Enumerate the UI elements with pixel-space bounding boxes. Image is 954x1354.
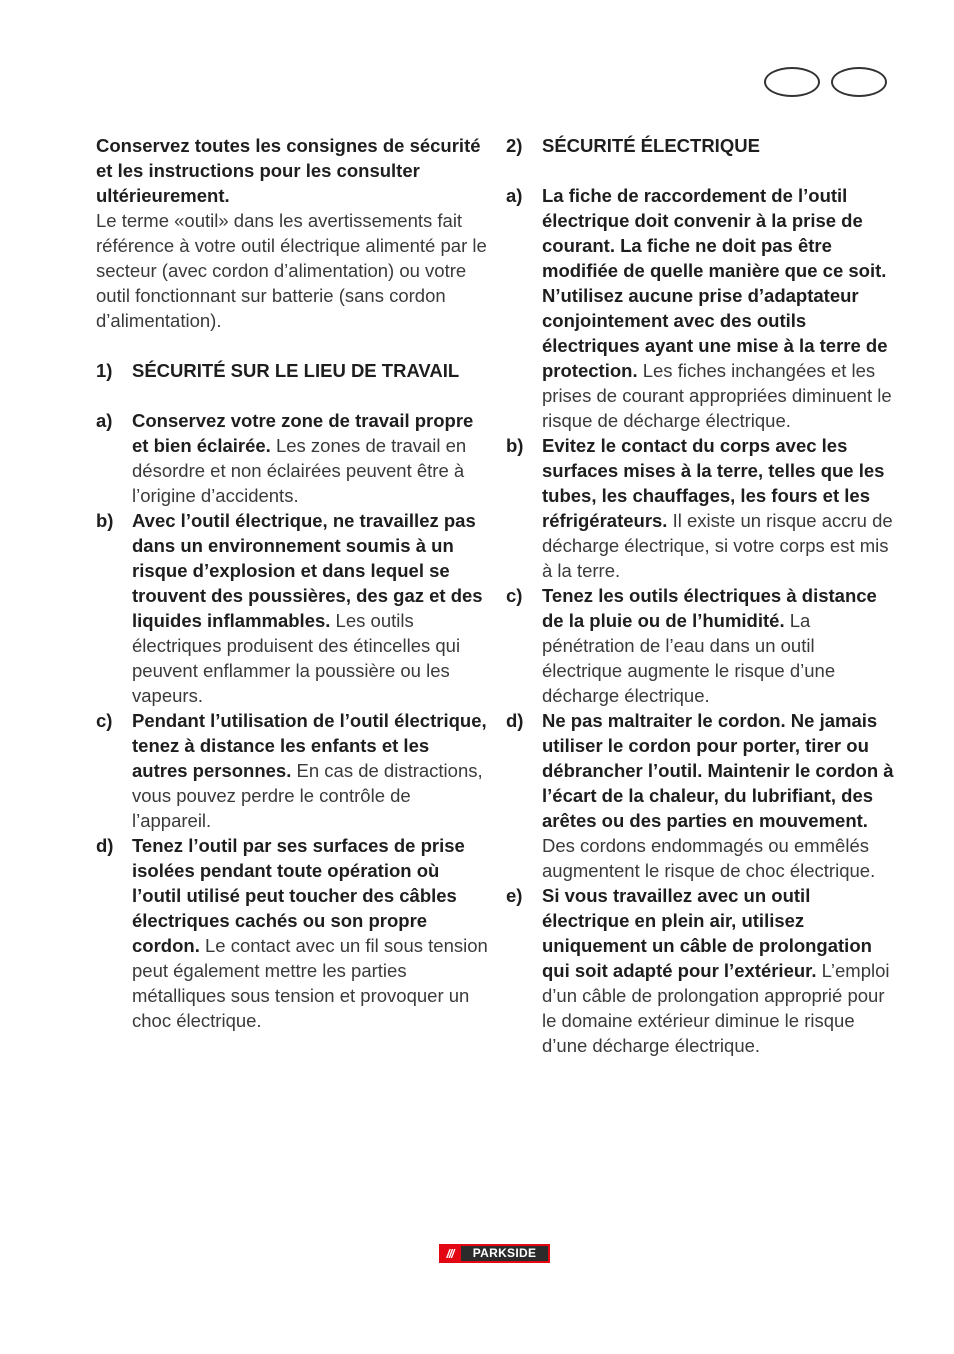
- language-tab-2: [831, 67, 887, 97]
- section-1-heading: [96, 358, 488, 383]
- item-marker: c): [506, 585, 523, 606]
- list-item: [506, 583, 894, 708]
- item-bold: Avec l’outil électrique, ne travaillez pas dans un environnement soumis à un risque d’explosion et dans lequel se trouvent des poussières, des gaz et des liquides inflammables.: [132, 510, 483, 631]
- intro-text: Le terme «outil» dans les avertissements fait référence à votre outil électrique alimenté par le secteur (avec cordon d’alimentation) ou votre outil fonctionnant sur batterie (sans cordon d’alimentation).: [96, 210, 487, 331]
- item-marker: d): [506, 710, 524, 731]
- item-marker: e): [506, 885, 523, 906]
- item-text: L’emploi d’un câble de prolongation approprié pour le domaine extérieur diminue le risque d’une décharge électrique.: [542, 960, 890, 1056]
- item-marker: a): [506, 185, 523, 206]
- language-tab-1: [764, 67, 820, 97]
- list-item: [96, 408, 488, 508]
- item-text: En cas de distractions, vous pouvez perdre le contrôle de l’appareil.: [132, 760, 483, 831]
- list-item: [96, 708, 488, 833]
- parkside-logo: [439, 1244, 550, 1263]
- item-text: Les fiches inchangées et les prises de courant appropriées diminuent le risque de décharge électrique.: [542, 360, 892, 431]
- item-text: Les outils électriques produisent des étincelles qui peuvent enflammer la poussière ou les vapeurs.: [132, 610, 461, 706]
- left-column: [96, 133, 488, 1033]
- section-2-heading: [506, 133, 894, 158]
- item-bold: Pendant l’utilisation de l’outil électrique, tenez à distance les enfants et les autres personnes.: [132, 710, 487, 781]
- item-marker: d): [96, 835, 114, 856]
- item-text: Le contact avec un fil sous tension peut également mettre les parties métalliques sous tension et provoquer un choc électrique.: [132, 935, 488, 1031]
- item-marker: a): [96, 410, 113, 431]
- item-marker: b): [96, 510, 114, 531]
- item-text: La pénétration de l’eau dans un outil électrique augmente le risque d’une décharge électrique.: [542, 610, 836, 706]
- item-bold: Si vous travaillez avec un outil électrique en plein air, utilisez uniquement un câble de prolongation qui soit adapté pour l’extérieur.: [542, 885, 872, 981]
- section-2-number: 2): [506, 135, 523, 156]
- intro-paragraph: [96, 133, 488, 333]
- intro-bold: Conservez toutes les consignes de sécurité et les instructions pour les consulter ultérieurement.: [96, 135, 481, 206]
- item-marker: c): [96, 710, 113, 731]
- list-item: [506, 708, 894, 883]
- item-text: Des cordons endommagés ou emmêlés augmentent le risque de choc électrique.: [542, 835, 876, 881]
- item-bold: Ne pas maltraiter le cordon. Ne jamais utiliser le cordon pour porter, tirer ou débrancher l’outil. Maintenir le cordon à l’écart de la chaleur, du lubrifiant, des arêtes ou des parties en mouvement.: [542, 710, 894, 831]
- list-item: [506, 883, 894, 1058]
- item-bold: La fiche de raccordement de l’outil électrique doit convenir à la prise de courant. La fiche ne doit pas être modifiée de quelle manière que ce soit. N’utilisez aucune prise d’adaptateur conjointement avec des outils électriques ayant une mise à la terre de protection.: [542, 185, 888, 381]
- list-item: [506, 433, 894, 583]
- logo-text: PARKSIDE: [461, 1246, 548, 1261]
- item-bold: Evitez le contact du corps avec les surfaces mises à la terre, telles que les tubes, les chauffages, les fours et les réfrigérateurs.: [542, 435, 885, 531]
- section-1-number: 1): [96, 360, 113, 381]
- logo-stripes-icon: ///: [446, 1246, 454, 1261]
- list-item: [96, 833, 488, 1033]
- right-column: [506, 133, 894, 1058]
- item-marker: b): [506, 435, 524, 456]
- section-1-title: SÉCURITÉ SUR LE LIEU DE TRAVAIL: [132, 360, 460, 381]
- item-bold: Tenez les outils électriques à distance de la pluie ou de l’humidité.: [542, 585, 877, 631]
- item-text: Les zones de travail en désordre et non éclairées peuvent être à l’origine d’accidents.: [132, 435, 467, 506]
- list-item: [96, 508, 488, 708]
- list-item: [506, 183, 894, 433]
- item-bold: Conservez votre zone de travail propre et bien éclairée.: [132, 410, 474, 456]
- section-2-title: SÉCURITÉ ÉLECTRIQUE: [542, 135, 760, 156]
- item-text: Il existe un risque accru de décharge électrique, si votre corps est mis à la terre.: [542, 510, 893, 581]
- item-bold: Tenez l’outil par ses surfaces de prise isolées pendant toute opération où l’outil utilisé peut toucher des câbles électriques cachés ou son propre cordon.: [132, 835, 465, 956]
